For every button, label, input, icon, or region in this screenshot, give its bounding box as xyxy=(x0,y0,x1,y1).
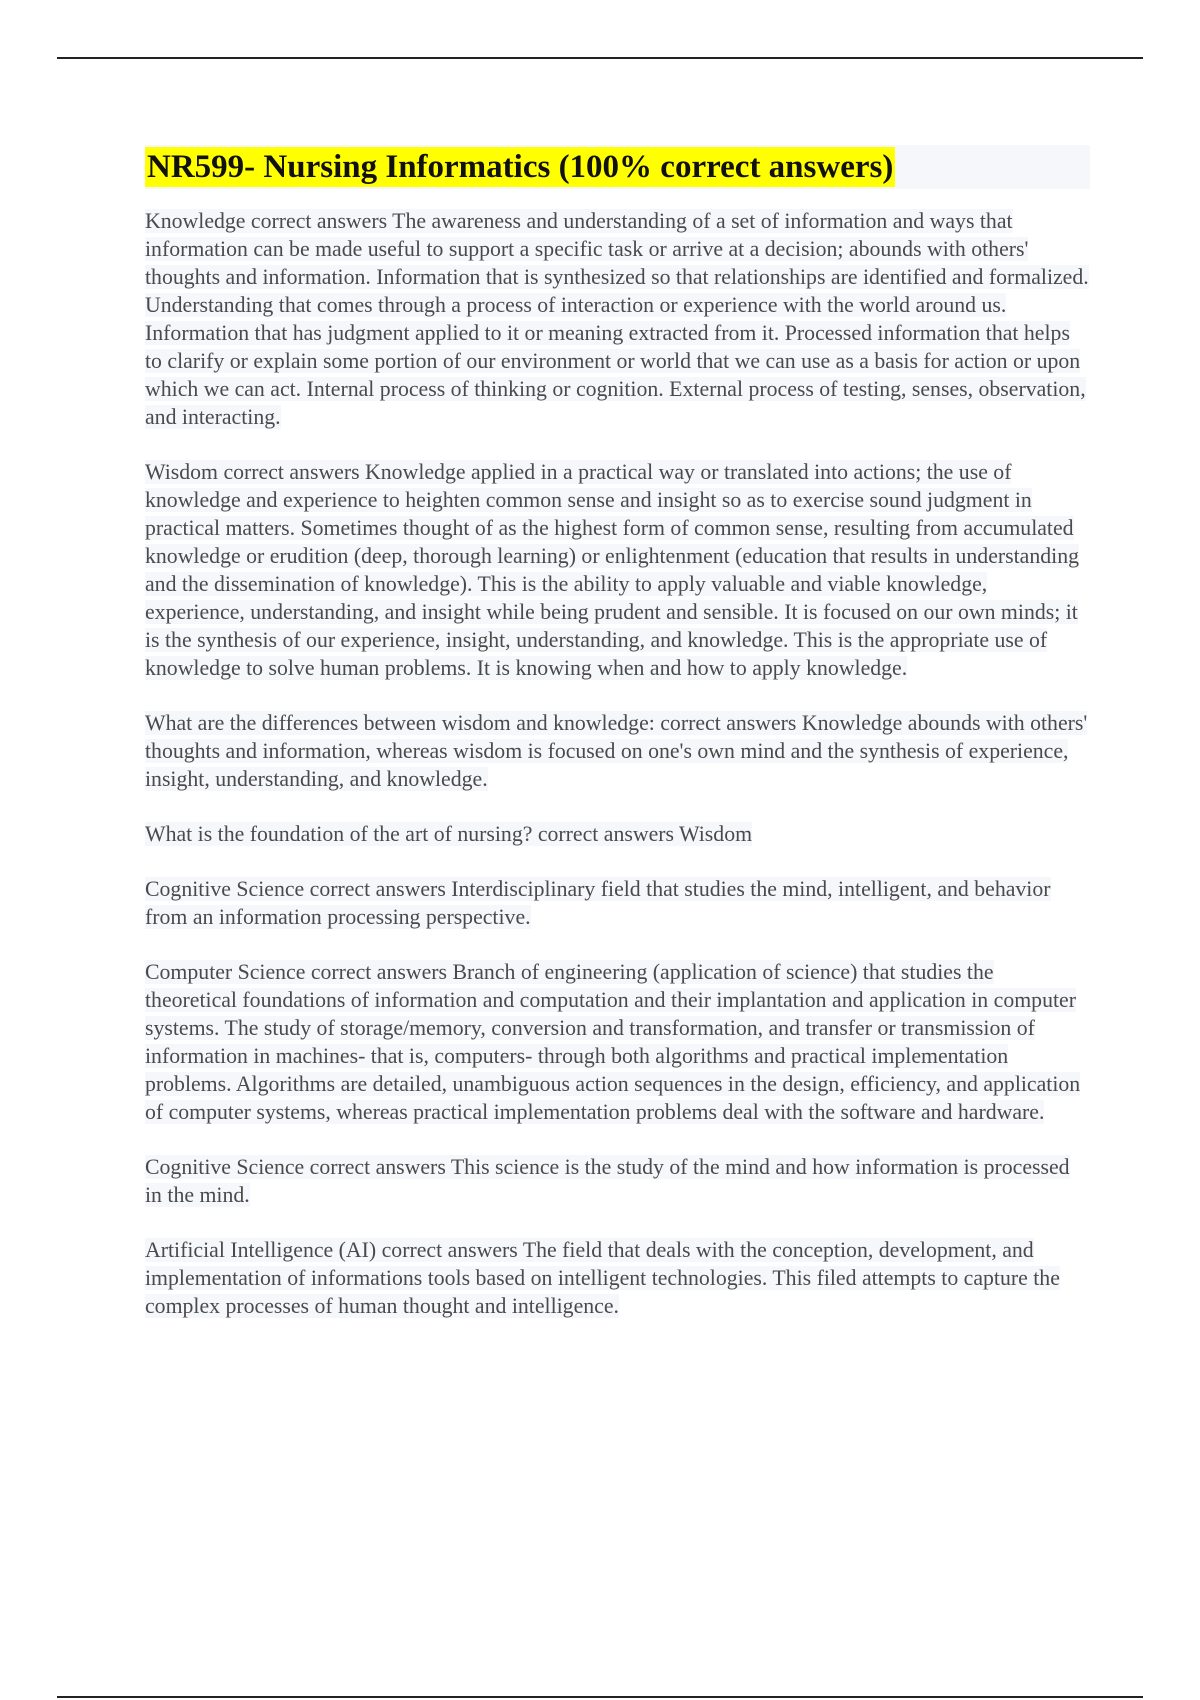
title-bar xyxy=(145,145,1090,189)
entry-text: Wisdom correct answers Knowledge applied in a practical way or translated into actions; the use of knowledge and experience to heighten common sense and insight so as to exercise sound judgment in practical matters. Sometimes thought of as the highest form of common sense, resulting from accumulated knowledge or erudition (deep, thorough learning) or enlightenment (education that results in understanding and the dissemination of knowledge). This is the ability to apply valuable and viable knowledge, experience, understanding, and insight while being prudent and sensible. It is focused on our own minds; it is the synthesis of our experience, insight, understanding, and knowledge. This is the appropriate use of knowledge to solve human problems. It is knowing when and how to apply knowledge. xyxy=(145,460,1079,680)
entry-text: Cognitive Science correct answers Interdisciplinary field that studies the mind, intelligent, and behavior from an information processing perspective. xyxy=(145,877,1051,929)
top-rule xyxy=(57,57,1143,59)
document-body xyxy=(145,145,1090,1347)
entry-text: Knowledge correct answers The awareness and understanding of a set of information and ways that information can be made useful to support a specific task or arrive at a decision; abounds with others' thoughts and information. Information that is synthesized so that relationships are identified and formalized. Understanding that comes through a process of interaction or experience with the world around us. Information that has judgment applied to it or meaning extracted from it. Processed information that helps to clarify or explain some portion of our environment or world that we can use as a basis for action or upon which we can act. Internal process of thinking or cognition. External process of testing, senses, observation, and interacting. xyxy=(145,209,1089,429)
bottom-rule xyxy=(57,1696,1143,1698)
document-title: NR599- Nursing Informatics (100% correct answers) xyxy=(147,149,894,185)
entry-artificial-intelligence xyxy=(145,1236,1090,1320)
entry-differences xyxy=(145,709,1090,793)
entry-knowledge xyxy=(145,207,1090,431)
entry-foundation xyxy=(145,820,1090,848)
entry-cognitive-science-1 xyxy=(145,875,1090,931)
entry-wisdom xyxy=(145,458,1090,682)
entry-text: What are the differences between wisdom and knowledge: correct answers Knowledge abounds with others' thoughts and information, whereas wisdom is focused on one's own mind and the synthesis of experience, insight, understanding, and knowledge. xyxy=(145,711,1088,791)
entry-computer-science xyxy=(145,958,1090,1126)
entry-text: Computer Science correct answers Branch of engineering (application of science) that studies the theoretical foundations of information and computation and their implantation and application in computer systems. The study of storage/memory, conversion and transformation, and transfer or transmission of information in machines- that is, computers- through both algorithms and practical implementation problems. Algorithms are detailed, unambiguous action sequences in the design, efficiency, and application of computer systems, whereas practical implementation problems deal with the software and hardware. xyxy=(145,960,1081,1124)
entry-text: Cognitive Science correct answers This science is the study of the mind and how information is processed in the mind. xyxy=(145,1155,1070,1207)
entry-text: Artificial Intelligence (AI) correct answers The field that deals with the conception, development, and implementation of informations tools based on intelligent technologies. This filed attempts to capture the complex processes of human thought and intelligence. xyxy=(145,1238,1060,1318)
entry-cognitive-science-2 xyxy=(145,1153,1090,1209)
entry-text: What is the foundation of the art of nursing? correct answers Wisdom xyxy=(145,822,753,846)
